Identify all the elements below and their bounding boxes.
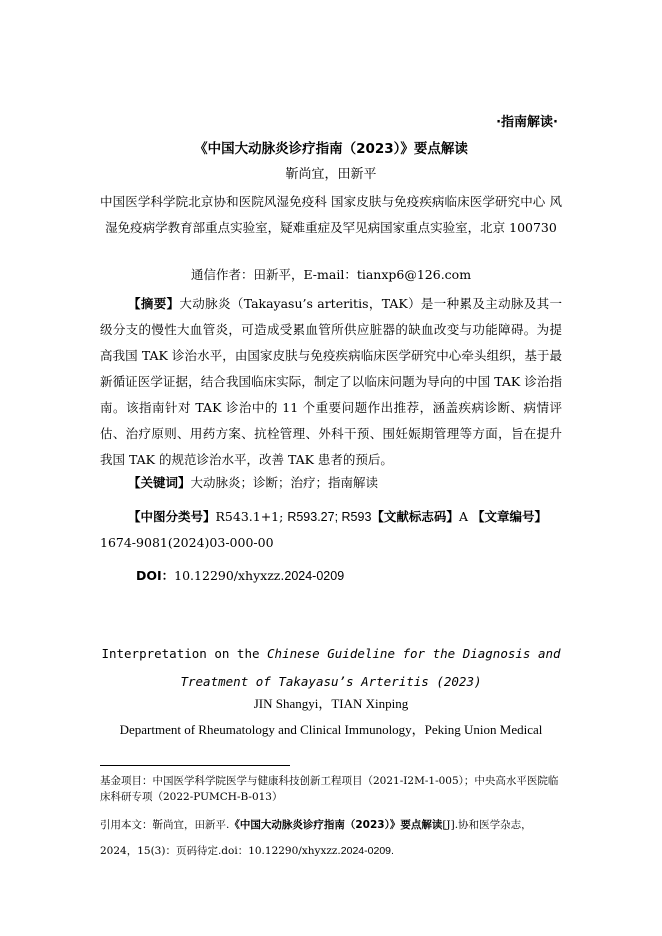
- affiliation-en: Department of Rheumatology and Clinical Immunology，Peking Union Medical: [119, 722, 543, 737]
- classification-line: [100, 504, 562, 556]
- title-en-line-1: [0, 640, 662, 668]
- citation-suffix-b: 2024-0209.: [340, 845, 394, 857]
- clc-value-a: R543.1+1;: [215, 509, 288, 524]
- citation-note: [100, 812, 562, 864]
- title-en-line-2: Treatment of Takayasu’s Arteritis (2023): [180, 674, 482, 689]
- keywords-text: 大动脉炎；诊断；治疗；指南解读: [190, 475, 379, 490]
- authors-cn: 靳尚宜，田新平: [285, 167, 377, 182]
- citation-suffix-a: [J].协和医学杂志，2024，15(3)：页码待定.doi：10.12290/xhyxzz.: [100, 819, 532, 857]
- doi-value-b: 2024-0209: [284, 569, 345, 583]
- doi-label: DOI：: [136, 568, 175, 583]
- clc-value-b: R593.27; R593: [287, 510, 372, 524]
- keywords: [128, 473, 378, 491]
- keywords-label: 【关键词】: [128, 475, 191, 490]
- title-en: [0, 640, 662, 696]
- corresponding-author: 通信作者：田新平，E-mail：tianxp6@126.com: [190, 267, 472, 282]
- section-tag: ·指南解读·: [496, 115, 558, 130]
- citation-prefix: 引用本文：靳尚宜，田新平.: [100, 819, 230, 831]
- abstract-text: 大动脉炎（Takayasu’s arteritis，TAK）是一种累及主动脉及其一级分支的慢性大血管炎，可造成受累血管所供应脏器的缺血改变与功能障碍。为提高我国 TAK 诊治水平，由国家皮肤与免疫疾病临床医学研究中心牵头组织，基于最新循证医学证据，结合我国临床实际，制定了以临床问题为导向的中国 TAK 诊治指南。该指南针对 TAK 诊治中的 11 个重要问题作出推荐，涵盖疾病诊断、病情评估、治疗原则、用药方案、抗栓管理、外科干预、围妊娠期管理等方面，旨在提升我国 TAK 的规范诊治水平，改善 TAK 患者的预后。: [100, 296, 562, 467]
- article-no-value: 1674-9081(2024)03-000-00: [100, 535, 274, 550]
- authors-en: JIN Shangyi，TIAN Xinping: [253, 696, 409, 711]
- doc-code-value: A: [458, 509, 472, 524]
- doi-line: [136, 566, 344, 584]
- abstract-label: 【摘要】: [128, 296, 180, 311]
- funding-note: 基金项目：中国医学科学院医学与健康科技创新工程项目（2021-I2M-1-005）；中央高水平医院临床科研专项（2022-PUMCH-B-013）: [100, 775, 559, 803]
- clc-label: 【中图分类号】: [128, 509, 216, 524]
- doc-code-label: 【文献标志码】: [371, 509, 459, 524]
- doi-value-a: 10.12290/xhyxzz.: [174, 568, 285, 583]
- abstract: [100, 291, 562, 473]
- article-no-label: 【文章编号】: [471, 509, 547, 524]
- title-en-plain: Interpretation on the: [101, 646, 268, 661]
- title-en-italic-1: Chinese Guideline for the Diagnosis and: [267, 646, 561, 661]
- footnote-divider: [100, 765, 290, 766]
- affiliation-cn: 中国医学科学院北京协和医院风湿免疫科 国家皮肤与免疫疾病临床医学研究中心 风湿免疫病学教育部重点实验室，疑难重症及罕见病国家重点实验室，北京 100730: [100, 194, 562, 235]
- title-cn: 《中国大动脉炎诊疗指南（2023）》要点解读: [194, 141, 468, 157]
- citation-title: 《中国大动脉炎诊疗指南（2023）》要点解读: [229, 819, 443, 831]
